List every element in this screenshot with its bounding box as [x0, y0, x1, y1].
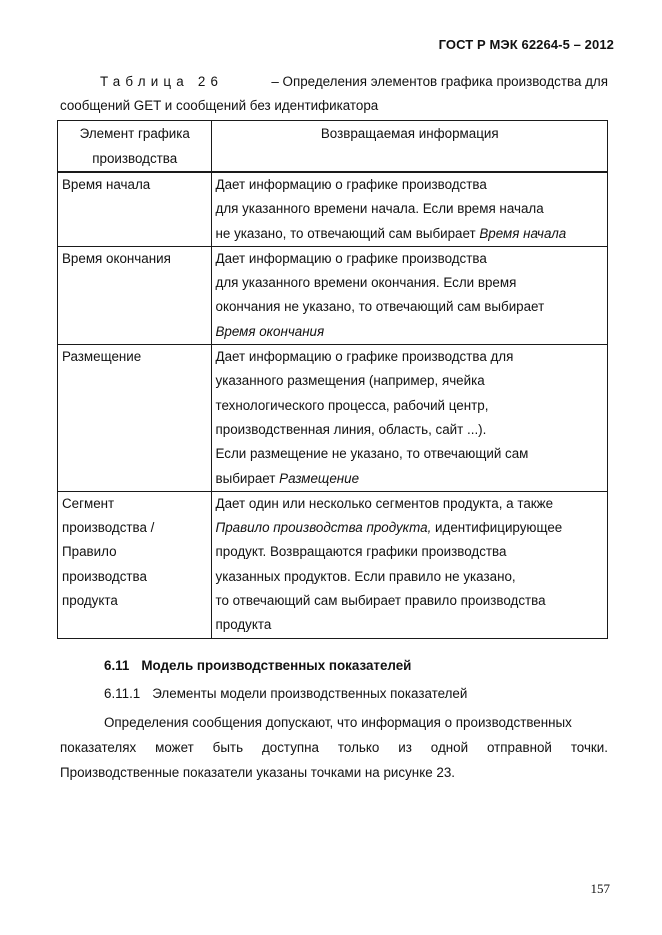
info-text: продукта: [215, 617, 272, 633]
subsection-number: 6.11.1: [104, 686, 141, 701]
info-text: Дает один или несколько сегментов продукта, а также: [215, 495, 554, 511]
returned-info-cell: [211, 345, 608, 492]
info-text: указанных продуктов. Если правило не указано,: [215, 568, 516, 584]
body-paragraph: [60, 710, 608, 785]
header-returned-info: [211, 121, 608, 173]
info-text: идентифицирующее: [431, 520, 563, 536]
section-heading: [104, 658, 411, 673]
info-text: технологического процесса, рабочий центр,: [215, 397, 489, 413]
document-standard-header: ГОСТ Р МЭК 62264-5 – 2012: [438, 37, 614, 52]
subsection-title: Элементы модели производственных показателей: [152, 686, 468, 701]
info-line: [216, 247, 605, 271]
element-cell: [58, 491, 212, 638]
info-line: [216, 295, 605, 319]
section-title: Модель производственных показателей: [141, 658, 412, 673]
info-line: [216, 565, 605, 589]
info-line: [216, 613, 605, 637]
header-element: [58, 121, 212, 173]
info-text: окончания не указано, то отвечающий сам выбирает: [215, 299, 545, 315]
paragraph-line: Производственные показатели указаны точками на рисунке 23.: [60, 765, 455, 780]
page-number: 157: [590, 881, 610, 896]
info-text: производственная линия, область, сайт ...).: [215, 421, 487, 437]
info-line: [216, 222, 605, 246]
info-line: [216, 442, 605, 466]
info-text: Дает информацию о графике производства: [215, 177, 487, 192]
info-line: [216, 369, 605, 393]
element-name-line: Размещение: [62, 349, 142, 365]
table-label: Таблица 26: [100, 74, 224, 89]
info-line: [216, 516, 605, 540]
element-name-line: Правило: [62, 544, 117, 560]
info-line: [216, 320, 605, 344]
subsection-heading: [104, 686, 467, 701]
element-cell: [58, 246, 212, 344]
info-text: то отвечающий сам выбирает правило производства: [215, 593, 546, 609]
table-row: [58, 491, 608, 638]
info-text-italic: Размещение: [279, 470, 360, 486]
caption-line-1: [60, 70, 608, 94]
info-line: [216, 394, 605, 418]
element-name-line: производства: [62, 568, 147, 584]
info-line: [216, 589, 605, 613]
paragraph-line: Определения сообщения допускают, что информация о производственных: [104, 715, 572, 730]
info-line: [216, 418, 605, 442]
info-line: [216, 271, 605, 295]
header-element-line: производства: [92, 151, 178, 166]
definitions-table: [57, 120, 608, 639]
table-body: [58, 172, 608, 638]
element-cell: [58, 345, 212, 492]
info-line: [216, 345, 605, 369]
info-text: указанного размещения (например, ячейка: [215, 373, 485, 389]
table-row: [58, 345, 608, 492]
info-text-italic: Время начала: [479, 225, 567, 241]
info-text-italic: Правило производства продукта,: [215, 520, 432, 536]
info-text: для указанного времени окончания. Если время: [215, 275, 517, 291]
info-text: Дает информацию о графике производства для: [215, 349, 514, 365]
returned-info-cell: [211, 246, 608, 344]
info-line: [216, 540, 605, 564]
info-text: продукт. Возвращаются графики производства: [215, 544, 507, 560]
info-text: Дает информацию о графике производства: [215, 250, 487, 266]
info-line: [216, 467, 605, 491]
table-row: [58, 172, 608, 246]
info-text: выбирает: [215, 470, 280, 486]
element-name-line: производства /: [62, 520, 155, 536]
element-name-line: Время начала: [62, 177, 151, 192]
table-caption: [60, 70, 608, 118]
returned-info-cell: [211, 172, 608, 246]
section-number: 6.11: [104, 658, 130, 673]
element-cell: [58, 172, 212, 246]
table-title-part-2: сообщений GET и сообщений без идентификатора: [60, 98, 379, 113]
info-text: не указано, то отвечающий сам выбирает: [215, 225, 480, 241]
element-name-line: Сегмент: [62, 495, 115, 511]
info-text-italic: Время окончания: [215, 323, 325, 339]
info-line: [216, 197, 605, 221]
info-line: [216, 173, 605, 197]
table-row: [58, 246, 608, 344]
info-text: Если размещение не указано, то отвечающий сам: [215, 446, 529, 462]
table-header-row: [58, 121, 608, 173]
info-line: [216, 492, 605, 516]
paragraph-line: показателях может быть доступна только из одной отправной точки.: [60, 740, 608, 755]
table-title-part-1: – Определения элементов графика производства для: [271, 74, 608, 89]
header-info-line: Возвращаемая информация: [320, 126, 499, 141]
info-text: для указанного времени начала. Если время начала: [215, 201, 544, 217]
header-element-line: Элемент графика: [79, 126, 190, 141]
returned-info-cell: [211, 491, 608, 638]
element-name-line: продукта: [62, 593, 118, 609]
element-name-line: Время окончания: [62, 250, 171, 266]
